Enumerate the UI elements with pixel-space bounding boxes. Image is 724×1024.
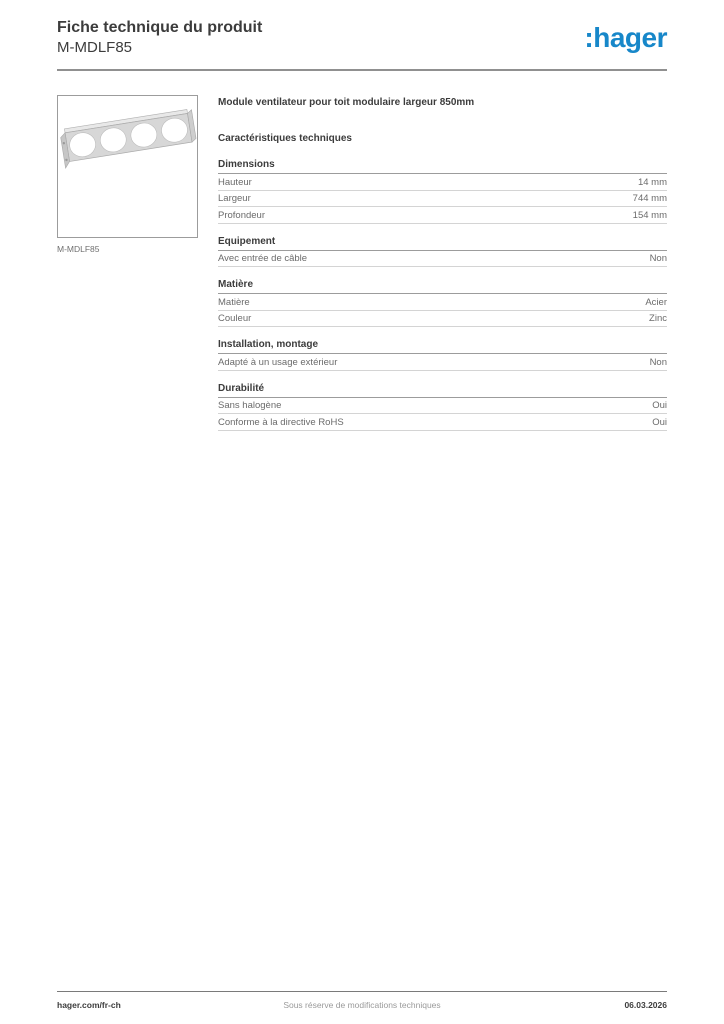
- spec-label: Profondeur: [218, 209, 266, 221]
- footer-disclaimer: Sous réserve de modifications techniques: [283, 1000, 441, 1010]
- spec-row: [218, 191, 667, 208]
- spec-section-durabilite: [218, 383, 667, 431]
- spec-section-title: Installation, montage: [218, 339, 667, 354]
- spec-section-matiere: [218, 279, 667, 327]
- main-content: [57, 95, 667, 431]
- spec-value: Zinc: [649, 313, 667, 324]
- spec-row: [218, 414, 667, 431]
- product-code: M-MDLF85: [57, 39, 133, 56]
- spec-label: Avec entrée de câble: [218, 253, 308, 264]
- product-image-column: [57, 95, 218, 431]
- spec-row: [218, 311, 667, 328]
- specs-heading: Caractéristiques techniques: [218, 133, 352, 144]
- spec-section-title: Durabilité: [218, 383, 667, 398]
- spec-label: Largeur: [218, 193, 251, 204]
- spec-value: 154 mm: [632, 209, 667, 221]
- spec-row: [218, 294, 667, 311]
- page-header: [57, 0, 667, 56]
- header-text-block: [57, 19, 262, 56]
- spec-value: Oui: [652, 400, 667, 411]
- spec-value: 744 mm: [632, 193, 667, 204]
- spec-value: Acier: [645, 296, 667, 308]
- spec-section-title: Dimensions: [218, 159, 667, 174]
- spec-row: [218, 251, 667, 268]
- header-divider: [57, 69, 667, 71]
- spec-label: Matière: [218, 296, 250, 308]
- footer-website: hager.com/fr-ch: [57, 1000, 121, 1010]
- page-title: Fiche technique du produit: [57, 19, 263, 36]
- spec-section-dimensions: [218, 159, 667, 224]
- spec-label: Sans halogène: [218, 400, 282, 411]
- spec-value: 14 mm: [637, 176, 667, 188]
- spec-row: [218, 354, 667, 371]
- spec-row: [218, 207, 667, 224]
- spec-row: [218, 398, 667, 415]
- spec-value: Non: [649, 356, 667, 368]
- page-footer: [57, 991, 667, 1010]
- specs-column: [218, 95, 667, 431]
- spec-label: Adapté à un usage extérieur: [218, 356, 338, 368]
- spec-label: Couleur: [218, 313, 252, 324]
- spec-value: Non: [649, 253, 667, 264]
- product-description: Module ventilateur pour toit modulaire largeur 850mm: [218, 97, 475, 108]
- spec-section-title: Matière: [218, 279, 667, 294]
- footer-date: 06.03.2026: [624, 1000, 667, 1010]
- spec-section-equipement: [218, 236, 667, 268]
- spec-section-installation: [218, 339, 667, 371]
- spec-section-title: Equipement: [218, 236, 667, 251]
- product-image-caption: M-MDLF85: [57, 244, 100, 254]
- product-photo-ventilation-plate-icon: [58, 96, 197, 237]
- spec-label: Conforme à la directive RoHS: [218, 416, 344, 428]
- product-image-frame: [57, 95, 198, 238]
- spec-label: Hauteur: [218, 176, 252, 188]
- spec-row: [218, 174, 667, 191]
- spec-value: Oui: [652, 416, 667, 428]
- hager-logo: :hager: [584, 21, 667, 53]
